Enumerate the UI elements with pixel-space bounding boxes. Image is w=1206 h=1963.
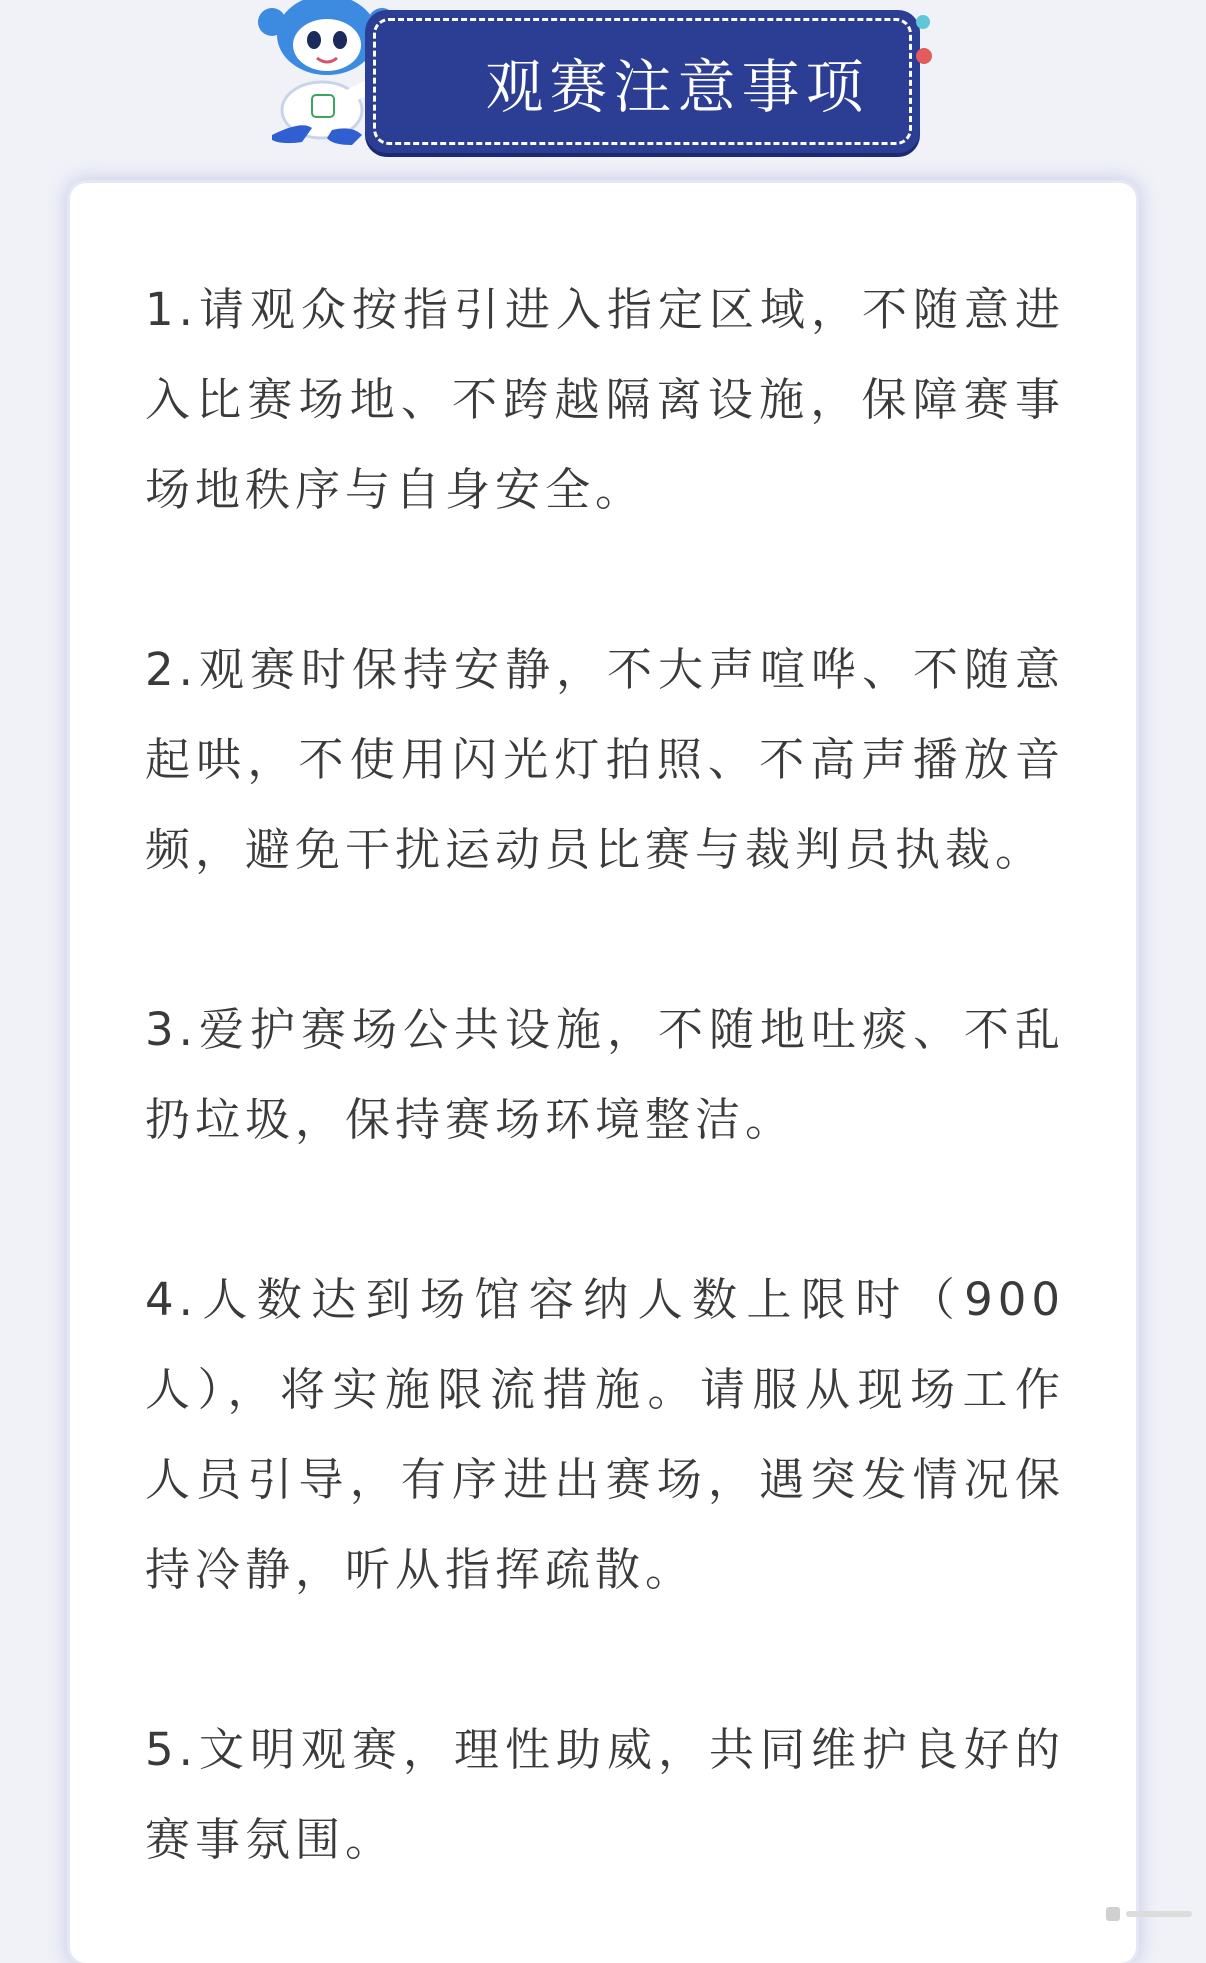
notice-item-5: 5.文明观赛，理性助威，共同维护良好的赛事氛围。 xyxy=(145,1723,1065,1866)
decorative-dot xyxy=(916,48,932,64)
notice-card xyxy=(70,183,1136,1963)
notice-item-1: 1.请观众按指引进入指定区域，不随意进入比赛场地、不跨越隔离设施，保障赛事场地秩序与自身安全。 xyxy=(145,283,1065,516)
header xyxy=(0,0,1206,170)
page-title: 观赛注意事项 xyxy=(485,52,870,121)
watermark-icon xyxy=(1106,1903,1196,1925)
title-banner-border xyxy=(373,18,912,145)
decorative-dot xyxy=(916,15,930,29)
title-banner xyxy=(365,10,920,153)
notice-item-2: 2.观赛时保持安静，不大声喧哗、不随意起哄，不使用闪光灯拍照、不高声播放音频，避免干扰运动员比赛与裁判员执裁。 xyxy=(145,643,1065,876)
notice-item-3: 3.爱护赛场公共设施，不随地吐痰、不乱扔垃圾，保持赛场环境整洁。 xyxy=(145,1003,1065,1146)
notice-item-4: 4.人数达到场馆容纳人数上限时（900人），将实施限流措施。请服从现场工作人员引导，有序进出赛场，遇突发情况保持冷静，听从指挥疏散。 xyxy=(145,1273,1065,1596)
